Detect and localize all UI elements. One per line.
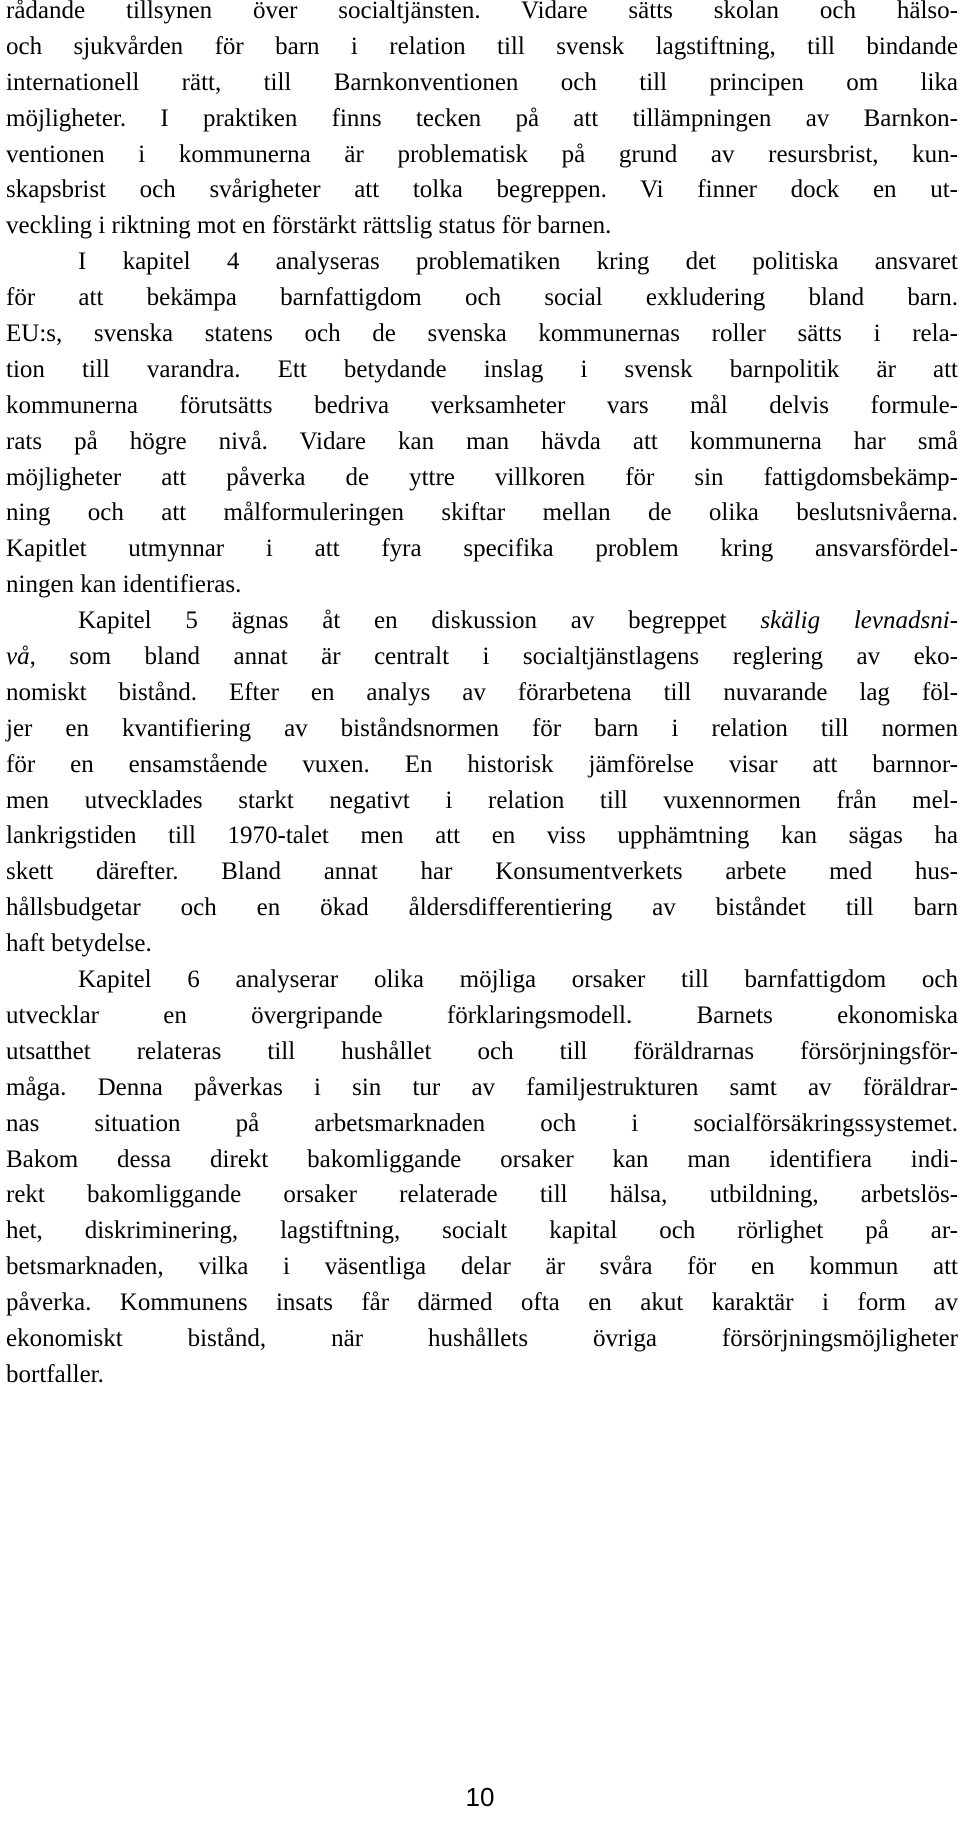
text-segment: vå xyxy=(6,643,30,671)
text-line: Bakom dessa direkt bakomliggande orsaker kan man identifiera indi- xyxy=(6,1145,958,1173)
text-line: ning och att målformuleringen skiftar mellan de olika beslutsnivåerna. xyxy=(6,499,958,527)
paragraph xyxy=(6,244,958,603)
text-line: jer en kvantifiering av biståndsnormen för barn i relation till normen xyxy=(6,714,958,742)
text-line: rats på högre nivå. Vidare kan man hävda att kommunerna har små xyxy=(6,427,958,455)
text-line: ningen kan identifieras. xyxy=(6,571,242,599)
text-line: het, diskriminering, lagstiftning, socialt kapital och rörlighet på ar- xyxy=(6,1217,958,1245)
text-line: betsmarknaden, vilka i väsentliga delar är svåra för en kommun att xyxy=(6,1253,958,1281)
paragraph xyxy=(6,962,958,1393)
text-line: måga. Denna påverkas i sin tur av familjestrukturen samt av föräldrar- xyxy=(6,1073,958,1101)
text-line: I kapitel 4 analyseras problematiken kring det politiska ansvaret xyxy=(78,248,958,276)
text-line: internationell rätt, till Barnkonventionen och till principen om lika xyxy=(6,68,958,96)
text-line: ekonomiskt bistånd, när hushållets övriga försörjningsmöjligheter xyxy=(6,1324,958,1352)
text-line: hållsbudgetar och en ökad åldersdifferentiering av biståndet till barn xyxy=(6,894,958,922)
text-line xyxy=(6,639,958,675)
text-segment: skälig levnadsni- xyxy=(760,607,958,635)
text-line: nomiskt bistånd. Efter en analys av förarbetena till nuvarande lag föl- xyxy=(6,678,958,706)
text-line: bortfaller. xyxy=(6,1360,104,1388)
text-line: påverka. Kommunens insats får därmed ofta en akut karaktär i form av xyxy=(6,1289,958,1317)
text-line: tion till varandra. Ett betydande inslag i svensk barnpolitik är att xyxy=(6,355,958,383)
text-line: möjligheter. I praktiken finns tecken på att tillämpningen av Barnkon- xyxy=(6,104,958,132)
text-line: för en ensamstående vuxen. En historisk jämförelse visar att barnnor- xyxy=(6,750,958,778)
text-line: veckling i riktning mot en förstärkt rättslig status för barnen. xyxy=(6,212,612,240)
text-line: Kapitel 6 analyserar olika möjliga orsaker till barnfattigdom och xyxy=(78,966,958,994)
text-line: utvecklar en övergripande förklaringsmodell. Barnets ekonomiska xyxy=(6,1001,958,1029)
text-line: nas situation på arbetsmarknaden och i socialförsäkringssystemet. xyxy=(6,1109,958,1137)
text-line: utsatthet relateras till hushållet och till föräldrarnas försörjningsför- xyxy=(6,1037,958,1065)
text-line: och sjukvården för barn i relation till svensk lagstiftning, till bindande xyxy=(6,32,958,60)
text-line: ventionen i kommunerna är problematisk på grund av resursbrist, kun- xyxy=(6,140,958,168)
text-line: haft betydelse. xyxy=(6,930,152,958)
text-line: lankrigstiden till 1970-talet men att en viss upphämtning kan sägas ha xyxy=(6,822,958,850)
paragraph xyxy=(6,603,958,962)
text-line: möjligheter att påverka de yttre villkoren för sin fattigdomsbekämp- xyxy=(6,463,958,491)
text-line: skett därefter. Bland annat har Konsumentverkets arbete med hus- xyxy=(6,858,958,886)
page-number: 10 xyxy=(465,1782,495,1812)
paragraph xyxy=(6,0,958,244)
text-segment: Kapitel 5 ägnas åt en diskussion av begreppet xyxy=(78,607,761,635)
text-line: rekt bakomliggande orsaker relaterade till hälsa, utbildning, arbetslös- xyxy=(6,1181,958,1209)
body-text xyxy=(6,0,958,1393)
text-line: EU:s, svenska statens och de svenska kommunernas roller sätts i rela- xyxy=(6,320,958,348)
text-line xyxy=(6,603,958,639)
text-line: för att bekämpa barnfattigdom och social exkludering bland barn. xyxy=(6,284,958,312)
text-line: skapsbrist och svårigheter att tolka begreppen. Vi finner dock en ut- xyxy=(6,176,958,204)
text-line: Kapitlet utmynnar i att fyra specifika problem kring ansvarsfördel- xyxy=(6,535,958,563)
text-line: kommunerna förutsätts bedriva verksamheter vars mål delvis formule- xyxy=(6,391,958,419)
text-line: men utvecklades starkt negativt i relation till vuxennormen från mel- xyxy=(6,786,958,814)
text-line: rådande tillsynen över socialtjänsten. Vidare sätts skolan och hälso- xyxy=(6,0,958,24)
text-segment: , som bland annat är centralt i socialtjänstlagens reglering av eko- xyxy=(29,643,958,671)
